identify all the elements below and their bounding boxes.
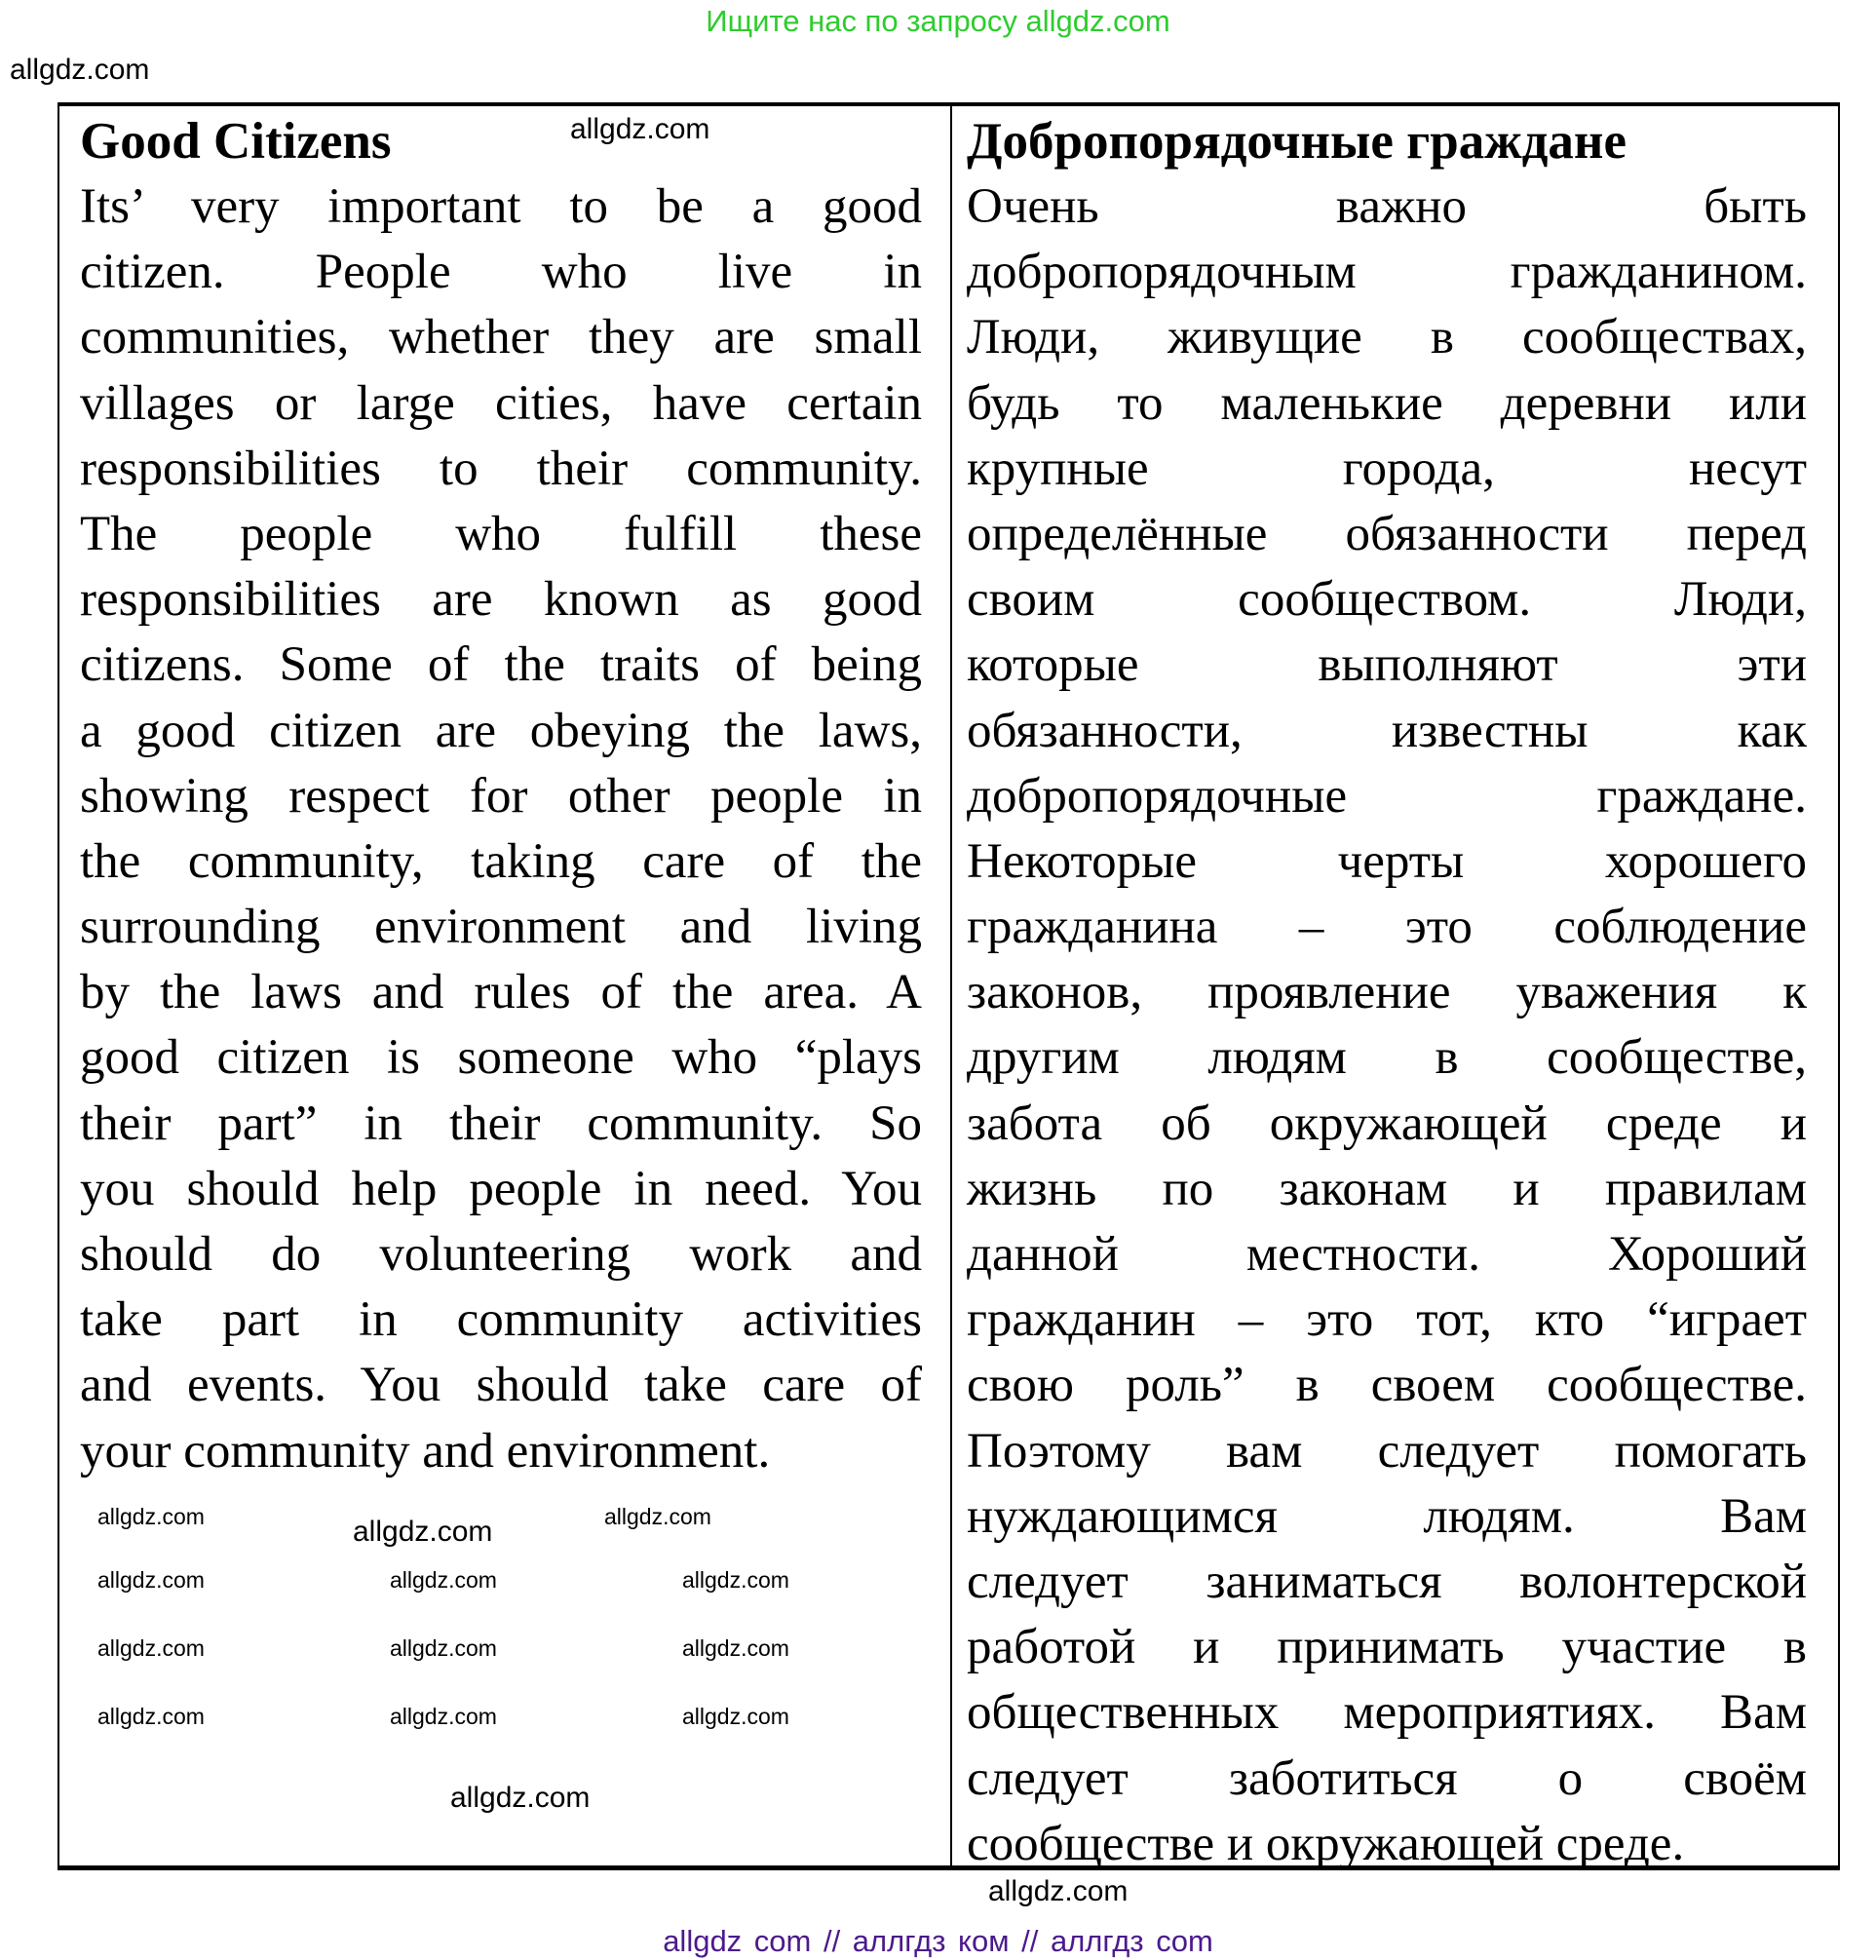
english-line: good citizen is someone who “plays — [80, 1030, 922, 1086]
english-line: their part” in their community. So — [80, 1095, 922, 1151]
russian-line: которые выполняют эти — [967, 637, 1807, 693]
russian-line: будь то маленькие деревни или — [967, 375, 1807, 431]
russian-line: добропорядочным гражданином. — [967, 245, 1807, 300]
russian-line: крупные города, несут — [967, 441, 1807, 496]
russian-line: следует заниматься волонтерской — [967, 1554, 1807, 1609]
bilingual-text-table — [57, 102, 1840, 1870]
watermark: allgdz.com — [97, 1567, 205, 1593]
english-line: and events. You should take care of — [80, 1358, 922, 1413]
english-line: communities, whether they are small — [80, 310, 922, 365]
russian-title: Добропорядочные граждане — [967, 113, 1627, 170]
russian-line: Некоторые черты хорошего — [967, 833, 1807, 889]
russian-line: гражданина – это соблюдение — [967, 900, 1807, 955]
russian-line: своим сообществом. Люди, — [967, 572, 1807, 628]
english-line: Its’ very important to be a good — [80, 179, 922, 234]
russian-line: жизнь по законам и правилам — [967, 1161, 1807, 1216]
english-line: surrounding environment and living — [80, 900, 922, 955]
watermark: allgdz.com — [988, 1875, 1129, 1907]
watermark: allgdz.com — [97, 1635, 205, 1661]
english-line: The people who fulfill these — [80, 506, 922, 561]
english-line: responsibilities to their community. — [80, 441, 922, 496]
russian-line: гражданин – это тот, кто “играет — [967, 1292, 1807, 1348]
watermark: allgdz.com — [390, 1635, 497, 1661]
english-line: by the laws and rules of the area. A — [80, 965, 922, 1020]
watermark: allgdz.com — [10, 54, 150, 86]
english-line: should do volunteering work and — [80, 1227, 922, 1282]
russian-column — [967, 108, 1807, 1877]
english-line: villages or large cities, have certain — [80, 375, 922, 431]
russian-line: определённые обязанности перед — [967, 506, 1807, 561]
watermark: allgdz.com — [604, 1504, 711, 1529]
english-line: a good citizen are obeying the laws, — [80, 703, 922, 758]
english-line: the community, taking care of the — [80, 833, 922, 889]
watermark: allgdz.com — [97, 1504, 205, 1529]
watermark: allgdz.com — [390, 1704, 497, 1729]
russian-line: свою роль” в своем сообществе. — [967, 1358, 1807, 1413]
russian-line: следует заботиться о своём — [967, 1750, 1807, 1806]
english-line: showing respect for other people in — [80, 768, 922, 824]
russian-line: законов, проявление уважения к — [967, 965, 1807, 1020]
russian-line: Поэтому вам следует помогать — [967, 1423, 1807, 1479]
english-line: responsibilities are known as good — [80, 572, 922, 628]
english-line: you should help people in need. You — [80, 1161, 922, 1216]
english-line: citizen. People who live in — [80, 245, 922, 300]
search-banner: Ищите нас по запросу allgdz.com — [706, 4, 1170, 38]
russian-line: общественных мероприятиях. Вам — [967, 1685, 1807, 1741]
english-column — [80, 108, 922, 1484]
footer-banner: allgdz com // аллгдз ком // аллгдз com — [663, 1924, 1213, 1958]
english-line: your community and environment. — [80, 1423, 771, 1479]
russian-line: нуждающимся людям. Вам — [967, 1488, 1807, 1544]
watermark: allgdz.com — [682, 1635, 789, 1661]
russian-line: обязанности, известны как — [967, 703, 1807, 758]
russian-line: другим людям в сообществе, — [967, 1030, 1807, 1086]
watermark: allgdz.com — [570, 113, 710, 145]
russian-line: Люди, живущие в сообществах, — [967, 310, 1807, 365]
column-divider — [950, 106, 952, 1865]
russian-line: данной местности. Хороший — [967, 1227, 1807, 1282]
watermark: allgdz.com — [682, 1567, 789, 1593]
english-text — [80, 174, 922, 1484]
watermark: allgdz.com — [450, 1782, 591, 1814]
russian-line: сообществе и окружающей среде. — [967, 1816, 1685, 1871]
russian-line: забота об окружающей среде и — [967, 1095, 1807, 1151]
russian-line: добропорядочные граждане. — [967, 768, 1807, 824]
russian-line: работой и принимать участие в — [967, 1620, 1807, 1675]
english-line: take part in community activities — [80, 1292, 922, 1348]
english-title: Good Citizens — [80, 113, 392, 170]
russian-text — [967, 174, 1807, 1877]
watermark: allgdz.com — [390, 1567, 497, 1593]
english-line: citizens. Some of the traits of being — [80, 637, 922, 693]
watermark: allgdz.com — [682, 1704, 789, 1729]
russian-line: Очень важно быть — [967, 179, 1807, 234]
watermark: allgdz.com — [353, 1516, 493, 1548]
watermark: allgdz.com — [97, 1704, 205, 1729]
